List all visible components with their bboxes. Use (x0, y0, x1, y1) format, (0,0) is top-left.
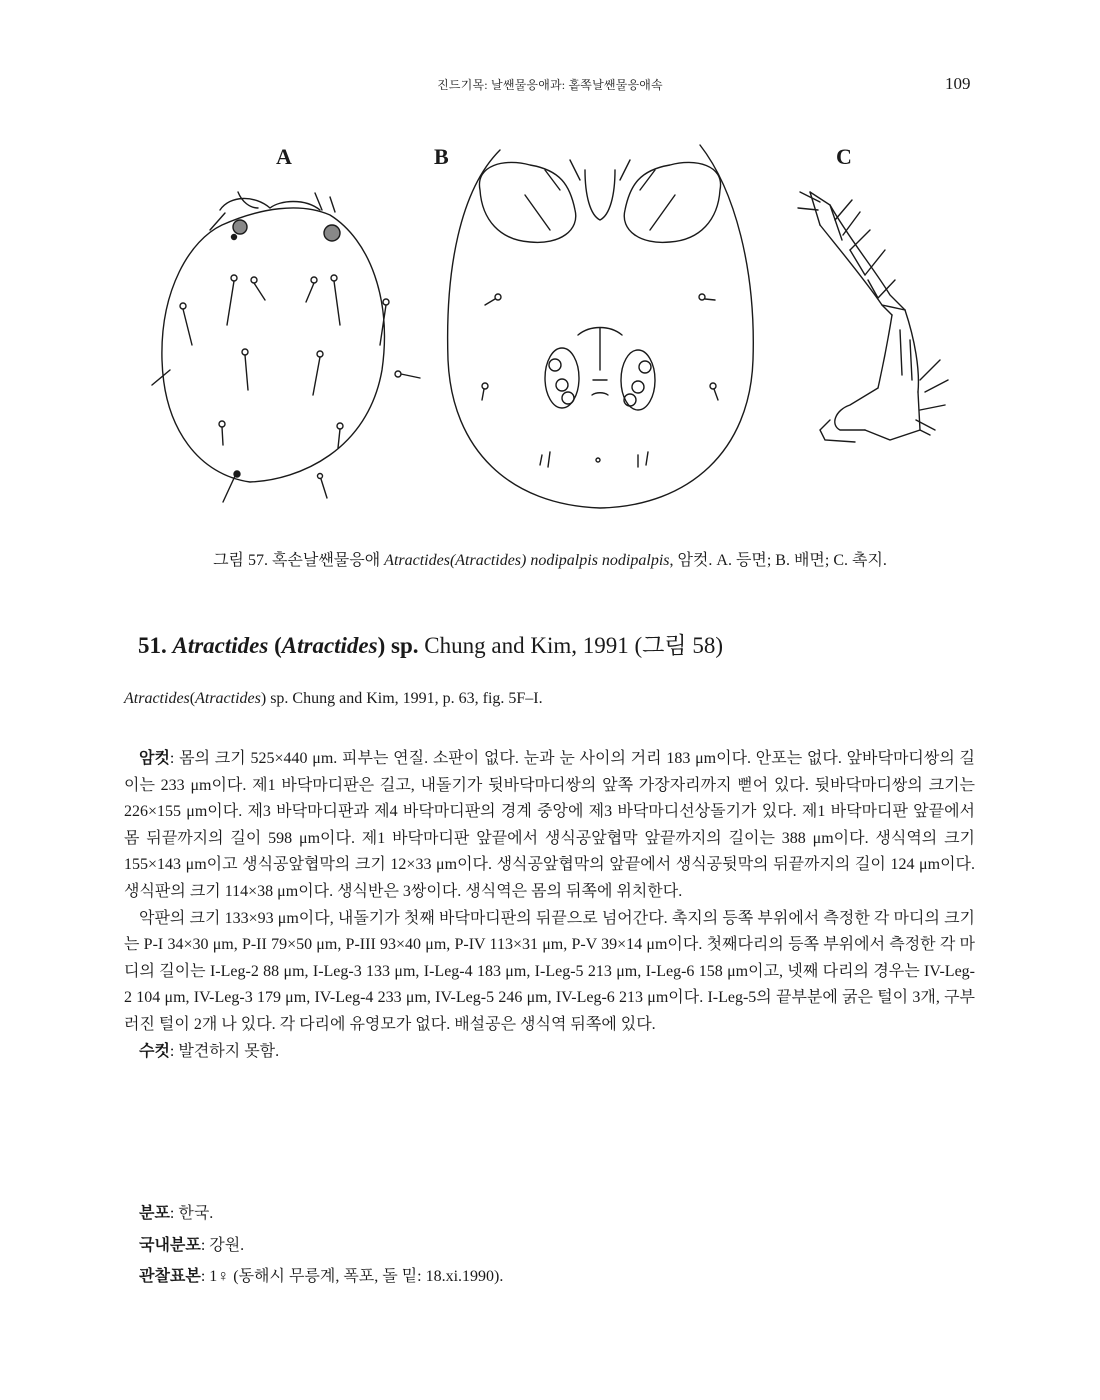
panel-b-ventral-drawing (448, 145, 754, 508)
citation-subgenus: Atractides (195, 690, 261, 707)
species-citation: Atractides(Atractides) sp. Chung and Kim, 1991, p. 63, fig. 5F–I. (124, 690, 543, 707)
panel-label-b: B (434, 144, 449, 169)
species-subgenus: Atractides (281, 633, 378, 658)
female-paragraph-1 (124, 746, 975, 906)
figure-57 (130, 130, 970, 520)
domestic-distribution-line (139, 1232, 244, 1255)
figure-caption (0, 547, 1100, 570)
caption-prefix: 그림 57. 혹손날쌘물응애 (213, 552, 381, 569)
female-text-2: 악판의 크기 133×93 μm이다, 내돌기가 첫째 바닥마디판의 뒤끝으로 넘어간다. 촉지의 등쪽 부위에서 측정한 각 마디의 크기는 P-I 34×30 μm, P-II 79×50 μm, P-III 93×40 μm, P-IV 113×31 μm, P-V 39×14 μm이다. 첫째다리의 등쪽 부위에서 측정한 각 마디의 길이는 I-Leg-2 88 μm, I-Leg-3 133 μm, I-Leg-4 183 μm, I-Leg-5 213 μm, I-Leg-6 158 μm이고, 넷째 다리의 경우는 IV-Leg-2 104 μm, IV-Leg-3 179 μm, IV-Leg-4 233 μm, IV-Leg-5 246 μm, IV-Leg-6 213 μm이다. I-Leg-5의 끝부분에 굵은 털이 3개, 구부러진 털이 2개 나 있다. 각 다리에 유영모가 없다. 배설공은 생식역 뒤쪽에 있다. (124, 909, 975, 1033)
male-paragraph (124, 1039, 975, 1066)
domestic-text: : 강원. (200, 1237, 245, 1254)
distribution-label: 분포 (139, 1205, 170, 1222)
caption-genus: Atractides (384, 552, 450, 569)
panel-label-c: C (836, 144, 852, 169)
species-sp: sp. (391, 633, 419, 658)
citation-rest: sp. Chung and Kim, 1991, p. 63, fig. 5F–I. (270, 690, 543, 707)
species-number: 51. (138, 633, 167, 658)
description-body (124, 746, 975, 1065)
distribution-line (139, 1200, 213, 1223)
caption-species: nodipalpis nodipalpis (530, 552, 670, 569)
species-genus: Atractides (172, 633, 269, 658)
figure-drawings (130, 130, 970, 520)
running-head: 진드기목: 날쌘물응애과: 홑쪽날쌘물응애속 (437, 78, 663, 92)
species-heading: 51. Atractides (Atractides) sp. Chung and Kim, 1991 (그림 58) (138, 633, 723, 658)
female-text-1: : 몸의 크기 525×440 μm. 피부는 연질. 소판이 없다. 눈과 눈 사이의 거리 183 μm이다. 안포는 없다. 앞바닥마디쌍의 길이는 233 μm이다. 제1 바닥마디판은 길고, 내돌기가 뒷바닥마디쌍의 앞쪽 가장자리까지 뻗어 있다. 뒷바닥마디쌍의 크기는 226×155 μm이다. 제3 바닥마디판과 제4 바닥마디판의 경계 중앙에 제3 바닥마디선상돌기가 있다. 제1 바닥마디판 앞끝에서 몸 뒤끝까지의 길이 598 μm이다. 제1 바닥마디판 앞끝에서 생식공앞협막 앞끝까지의 길이는 388 μm이다. 생식역의 크기 155×143 μm이고 생식공앞협막의 크기 12×33 μm이다. 생식공앞협막의 앞끝에서 생식공뒷막의 뒤끝까지의 길이 124 μm이다. 생식판의 크기 114×38 μm이다. 생식반은 3쌍이다. 생식역은 몸의 뒤쪽에 위치한다. (124, 750, 975, 900)
male-text: : 발견하지 못함. (169, 1042, 280, 1060)
female-paragraph-2 (124, 906, 975, 1039)
male-label: 수컷 (139, 1042, 170, 1060)
specimen-text: : 1♀ (동해시 무릉계, 폭포, 돌 밑: 18.xi.1990). (200, 1268, 504, 1285)
specimen-line (139, 1263, 503, 1286)
panel-a-dorsal-drawing (152, 192, 420, 502)
citation-genus: Atractides (124, 690, 190, 707)
distribution-text: : 한국. (169, 1205, 214, 1222)
panel-label-a: A (276, 144, 292, 169)
species-authority: Chung and Kim, 1991 (그림 58) (424, 633, 723, 658)
specimen-label: 관찰표본 (139, 1268, 201, 1285)
page-number: 109 (945, 74, 971, 93)
domestic-label: 국내분포 (139, 1237, 201, 1254)
female-label: 암컷 (139, 750, 170, 767)
caption-subgenus: (Atractides) (449, 552, 527, 569)
panel-c-palp-drawing (798, 192, 948, 442)
caption-suffix: , 암컷. A. 등면; B. 배면; C. 촉지. (669, 552, 887, 569)
